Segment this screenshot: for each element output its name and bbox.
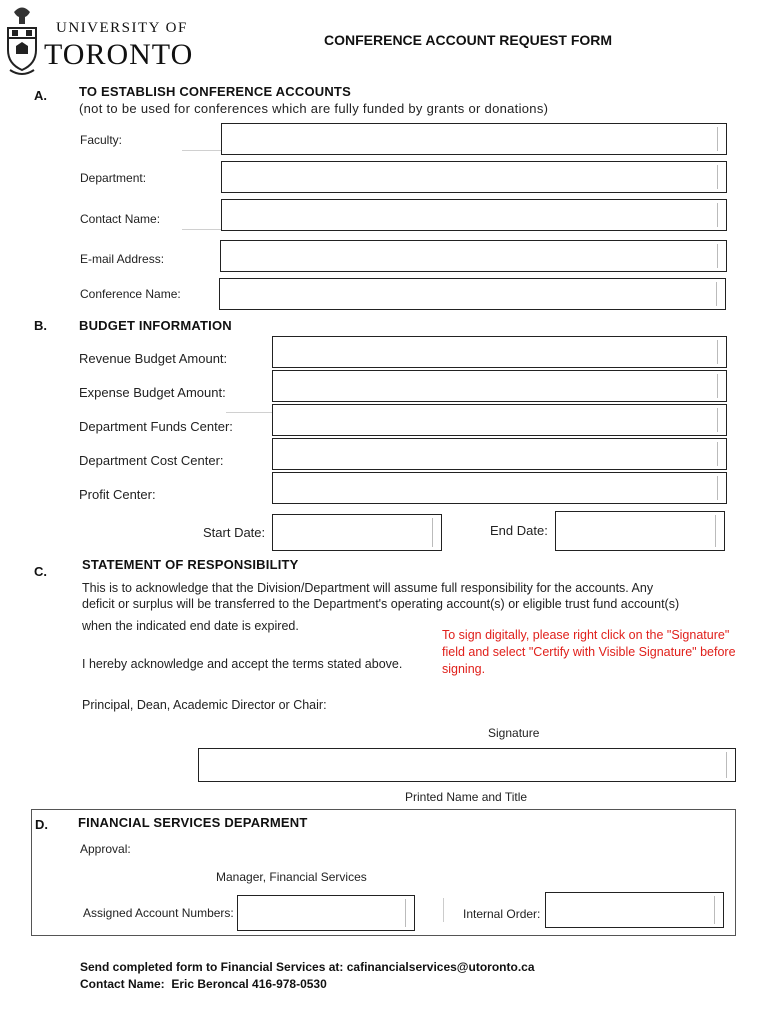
responsibility-line-1: This is to acknowledge that the Division/Department will assume full responsibility for the accounts. Any — [82, 581, 654, 595]
manager-label: Manager, Financial Services — [216, 870, 367, 884]
email-field[interactable] — [220, 240, 727, 272]
profit-center-label: Profit Center: — [79, 487, 156, 502]
contact-name-label: Contact Name: — [80, 212, 161, 226]
signature-label: Signature — [488, 726, 540, 740]
crest-icon — [4, 4, 40, 80]
instruction-line-1: To sign digitally, please right click on the "Signature" — [442, 628, 730, 642]
funds-center-label: Department Funds Center: — [79, 419, 233, 434]
printed-name-label: Printed Name and Title — [405, 790, 528, 804]
section-a-letter: A. — [34, 88, 47, 103]
signer-label: Principal, Dean, Academic Director or Chair: — [82, 698, 327, 712]
start-date-field[interactable] — [272, 514, 442, 551]
send-instructions: Send completed form to Financial Services at: cafinancialservices@utoronto.ca — [80, 960, 535, 974]
section-b-letter: B. — [34, 318, 47, 333]
university-logo — [4, 4, 204, 82]
expense-budget-field[interactable] — [272, 370, 727, 402]
funds-center-field[interactable] — [272, 404, 727, 436]
instruction-line-3: signing. — [442, 662, 486, 676]
signature-field[interactable] — [198, 748, 736, 782]
responsibility-line-3: when the indicated end date is expired. — [82, 619, 299, 633]
logo-text-main: TORONTO — [44, 38, 194, 71]
logo-text-top: UNIVERSITY OF — [56, 20, 188, 36]
form-title: CONFERENCE ACCOUNT REQUEST FORM — [324, 32, 613, 48]
faculty-label: Faculty: — [80, 133, 123, 147]
faculty-field[interactable] — [221, 123, 727, 155]
department-label: Department: — [80, 171, 147, 185]
account-numbers-field[interactable] — [237, 895, 415, 931]
acknowledge-text: I hereby acknowledge and accept the terms stated above. — [82, 657, 403, 671]
revenue-budget-field[interactable] — [272, 336, 727, 368]
section-b-heading: BUDGET INFORMATION — [79, 318, 232, 333]
email-label: E-mail Address: — [80, 252, 165, 266]
signing-instruction — [442, 627, 736, 678]
section-a-subheading: (not to be used for conferences which are fully funded by grants or donations) — [79, 101, 549, 116]
internal-order-label: Internal Order: — [463, 907, 541, 921]
section-d-heading: FINANCIAL SERVICES DEPARMENT — [78, 815, 308, 830]
section-a-heading: TO ESTABLISH CONFERENCE ACCOUNTS — [79, 84, 351, 99]
department-field[interactable] — [221, 161, 727, 193]
account-numbers-label: Assigned Account Numbers: — [83, 906, 234, 920]
section-c-letter: C. — [34, 564, 47, 579]
profit-center-field[interactable] — [272, 472, 727, 504]
contact-info: Contact Name: Eric Beroncal 416-978-0530 — [80, 977, 327, 991]
cost-center-label: Department Cost Center: — [79, 453, 224, 468]
section-c-heading: STATEMENT OF RESPONSIBILITY — [82, 557, 299, 572]
conference-name-label: Conference Name: — [80, 287, 181, 301]
conference-name-field[interactable] — [219, 278, 726, 310]
internal-order-field[interactable] — [545, 892, 724, 928]
instruction-line-2: field and select "Certify with Visible Signature" before — [442, 645, 736, 659]
contact-name-field[interactable] — [221, 199, 727, 231]
revenue-budget-label: Revenue Budget Amount: — [79, 351, 228, 366]
end-date-label: End Date: — [490, 523, 548, 538]
end-date-field[interactable] — [555, 511, 725, 551]
expense-budget-label: Expense Budget Amount: — [79, 385, 226, 400]
section-d-letter: D. — [35, 817, 48, 832]
approval-label: Approval: — [80, 842, 131, 856]
cost-center-field[interactable] — [272, 438, 727, 470]
responsibility-line-2: deficit or surplus will be transferred to the Department's operating account(s) or eligible trust fund account(s) — [82, 597, 680, 611]
start-date-label: Start Date: — [203, 525, 266, 540]
